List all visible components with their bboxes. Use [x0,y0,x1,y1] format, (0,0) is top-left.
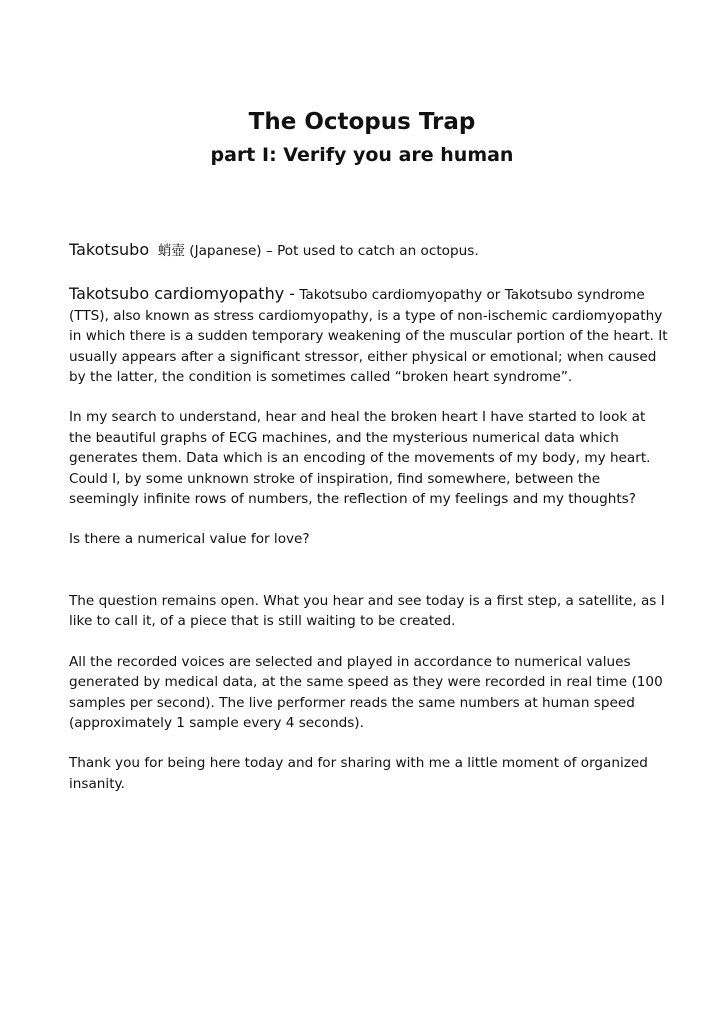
document-title: The Octopus Trap [248,109,476,135]
definition-text: Takotsubo cardiomyopathy or Takotsubo syndrome (TTS), also known as stress cardiomyopathy, is a type of non-ischemic cardiomyopathy in which there is a sudden temporary weakening of the muscular portion of the heart. It usually appears after a significant stressor, either physical or emotional; when caused by the latter, the condition is sometimes called “broken heart syndrome”. [69,287,668,386]
definition-term: Takotsubo cardiomyopathy - [69,284,296,304]
definition-kanji: 蛸壺 [157,243,185,259]
definition-cardiomyopathy [69,284,669,387]
document-subtitle: part I: Verify you are human [210,144,514,166]
definition-term: Takotsubo [69,240,150,259]
paragraph: Is there a numerical value for love? [69,531,310,548]
document-body [69,240,669,794]
definition-meaning: Pot used to catch an octopus. [277,243,479,259]
definition-takotsubo [69,240,669,261]
paragraph: Thank you for being here today and for sharing with me a little moment of organized insanity. [69,755,648,792]
paragraph: The question remains open. What you hear and see today is a first step, a satellite, as I like to call it, of a piece that is still waiting to be created. [69,592,665,630]
definition-language: (Japanese) [189,243,262,259]
paragraph: In my search to understand, hear and heal the broken heart I have started to look at the beautiful graphs of ECG machines, and the mysterious numerical data which generates them. Data which is an encoding of the movements of my body, my heart. Could I, by some unknown stroke of inspiration, find somewhere, between the seemingly infinite rows of numbers, the reflection of my feelings and my thoughts? [69,409,651,508]
definition-dash: – [265,243,273,259]
paragraph: All the recorded voices are selected and played in accordance to numerical values generated by medical data, at the same speed as they were recorded in real time (100 samples per second). The live performer reads the same numbers at human speed (approximately 1 sample every 4 seconds). [69,653,663,731]
